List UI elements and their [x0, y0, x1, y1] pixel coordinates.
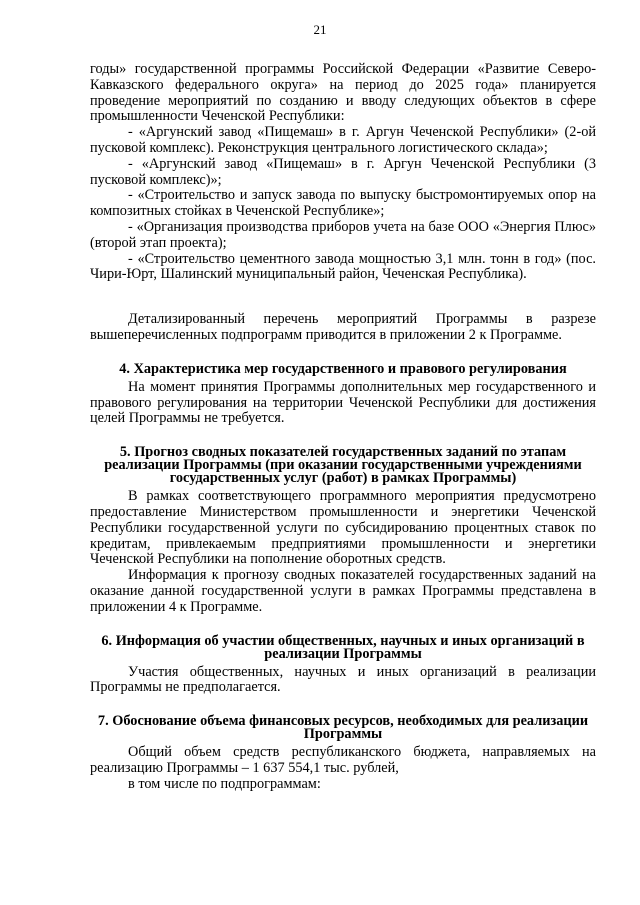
page-number: 21 — [313, 22, 327, 37]
section-6-paragraph: Участия общественных, научных и иных организаций в реализации Программы не предполагается. — [90, 663, 596, 696]
bullet-item: - «Организация производства приборов учета на базе ООО «Энергия Плюс» (второй этап проекта); — [90, 218, 596, 251]
bullet-item: - «Строительство и запуск завода по выпуску быстромонтируемых опор на композитных стойках в Чеченской Республике»; — [90, 187, 596, 220]
section-4-paragraph: На момент принятия Программы дополнительных мер государственного и правового регулирования на территории Чеченской Республики для достижения целей Программы не требуется. — [90, 378, 596, 427]
section-7-paragraph: в том числе по подпрограммам: — [128, 775, 321, 792]
section-5-paragraph: Информация к прогнозу сводных показателей государственных заданий на оказание данной государственной услуги в рамках Программы представлена в приложении 4 к Программе. — [90, 567, 596, 615]
section-4-heading: 4. Характеристика мер государственного и правового регулирования — [119, 360, 567, 377]
section-7-paragraph: Общий объем средств республиканского бюджета, направляемых на реализацию Программы – 1 637 554,1 тыс. рублей, — [90, 744, 596, 776]
section-5-heading: 5. Прогноз сводных показателей государственных заданий по этапам реализации Программы (при оказании государственными учреждениями государственных услуг (работ) в рамках Программы) — [104, 444, 582, 487]
bullet-item: - «Аргунский завод «Пищемаш» в г. Аргун Чеченской Республики (3 пусковой комплекс)»; — [90, 155, 596, 188]
section-6-heading: 6. Информация об участии общественных, научных и иных организаций в реализации Программы — [101, 632, 585, 662]
bullet-item: - «Строительство цементного завода мощностью 3,1 млн. тонн в год» (пос. Чири-Юрт, Шалинский муниципальный район, Чеченская Республика). — [90, 250, 596, 283]
section-5-paragraph: В рамках соответствующего программного мероприятия предусмотрено предоставление Министерством промышленности и энергетики Чеченской Республики государственной услуги по субсидированию процентных ставок по кредитам, привлекаемым предприятиями промышленности и энергетики Чеченской Республики на пополнение оборотных средств. — [90, 488, 596, 568]
intro-paragraph: годы» государственной программы Российской Федерации «Развитие Северо-Кавказского федерального округа» на период до 2025 года» планируется проведение мероприятий по созданию и вводу следующих объектов в сфере промышленности Чеченской Республики: — [90, 61, 596, 125]
page-content — [90, 62, 596, 793]
section-7-heading: 7. Обоснование объема финансовых ресурсов, необходимых для реализации Программы — [97, 713, 589, 743]
detail-paragraph: Детализированный перечень мероприятий Программы в разрезе вышеперечисленных подпрограмм приводится в приложении 2 к Программе. — [90, 311, 596, 343]
bullet-item: - «Аргунский завод «Пищемаш» в г. Аргун Чеченской Республики» (2-ой пусковой комплекс). Реконструкция центрального логистического склада»; — [90, 124, 596, 156]
